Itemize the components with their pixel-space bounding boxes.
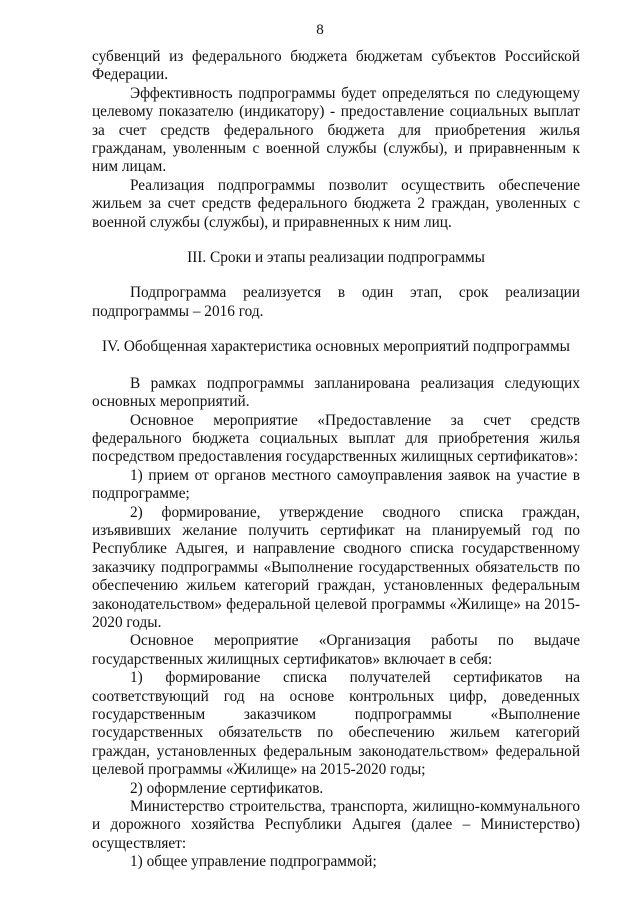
paragraph: Эффективность подпрограммы будет определяться по следующему целевому показателю (индикатору) - предоставление социальных выплат за счет средств федерального бюджета для приобретения жилья гражданам, уволенным с военной службы (службы), и приравненным к ним лицам. xyxy=(92,84,580,176)
paragraph: субвенций из федерального бюджета бюджетам субъектов Российской Федерации. xyxy=(92,48,580,84)
list-item: 1) прием от органов местного самоуправления заявок на участие в подпрограмме; xyxy=(92,466,580,503)
page-number: 8 xyxy=(316,22,324,38)
paragraph: Основное мероприятие «Предоставление за счет средств федерального бюджета социальных выплат для приобретения жилья посредством предоставления государственных жилищных сертификатов»: xyxy=(92,411,580,466)
list-item: 1) общее управление подпрограммой; xyxy=(130,853,377,871)
paragraph: В рамках подпрограммы запланирована реализация следующих основных мероприятий. xyxy=(92,374,580,411)
paragraph: Министерство строительства, транспорта, жилищно-коммунального и дорожного хозяйства Республики Адыгея (далее – Министерство) осуществляет: xyxy=(92,798,580,852)
paragraph: Подпрограмма реализуется в один этап, срок реализации подпрограммы – 2016 год. xyxy=(92,284,580,320)
section-heading: III. Сроки и этапы реализации подпрограммы xyxy=(187,249,485,267)
list-item: 2) оформление сертификатов. xyxy=(130,779,324,797)
section-heading: IV. Обобщенная характеристика основных мероприятий подпрограммы xyxy=(102,338,570,356)
paragraph: Реализация подпрограммы позволит осуществить обеспечение жильем за счет средств федерального бюджета 2 граждан, уволенных с военной службы (службы), и приравненных к ним лиц. xyxy=(92,176,580,231)
list-item: 2) формирование, утверждение сводного списка граждан, изъявивших желание получить сертификат на планируемый год по Республике Адыгея, и направление сводного списка государственному заказчику подпрограммы «Выполнение государственных обязательств по обеспечению жильем категорий граждан, установленных федеральным законодательством» федеральной целевой программы «Жилище» на 2015-2020 годы. xyxy=(92,503,580,631)
document-body xyxy=(92,48,580,872)
paragraph: Основное мероприятие «Организация работы по выдаче государственных жилищных сертификатов» включает в себя: xyxy=(92,632,580,668)
list-item: 1) формирование списка получателей сертификатов на соответствующий год на основе контрольных цифр, доведенных государственным заказчиком подпрограммы «Выполнение государственных обязательств по обеспечению жильем категорий граждан, установленных федеральным законодательством» федеральной целевой программы «Жилище» на 2015-2020 годы; xyxy=(92,669,580,779)
